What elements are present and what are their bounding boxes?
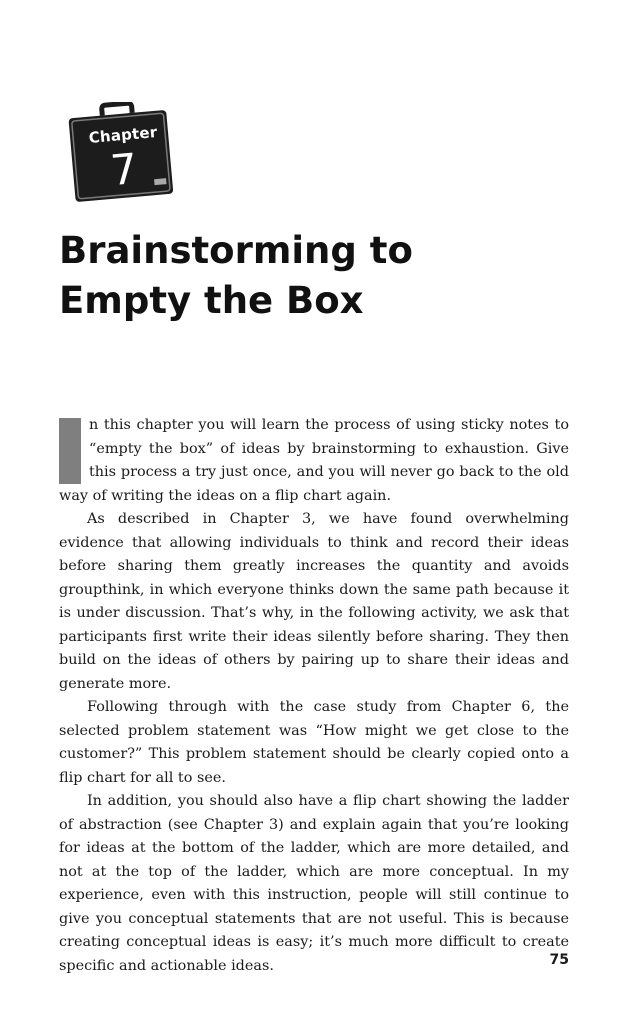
- paragraph-1: [59, 414, 569, 508]
- chapter-title: [59, 226, 579, 326]
- badge-label: Chapter: [87, 123, 158, 147]
- paragraph-2: As described in Chapter 3, we have found overwhelming evidence that allowing individuals to think and record their ideas before sharing them greatly increases the quantity and avoids groupthink, in which everyone thinks down the same path because it is under discussion. That’s why, in the following activity, we ask that participants first write their ideas silently before sharing. They then build on the ideas of others by pairing up to share their ideas and generate more.: [59, 511, 569, 692]
- chapter-title-line-2: Empty the Box: [59, 279, 364, 322]
- paragraph-1-text: n this chapter you will learn the process of using sticky notes to “empty the box” of ideas by brainstorming to exhaustion. Give this process a try just once, and you will never go back to the old way of writing the ideas on a flip chart again.: [59, 417, 569, 504]
- page-number: 75: [549, 952, 569, 968]
- chapter-number: 7: [108, 143, 140, 196]
- paragraph-3: Following through with the case study from Chapter 6, the selected problem statement was “How might we get close to the customer?” This problem statement should be clearly copied onto a flip chart for all to see.: [59, 699, 569, 786]
- paragraph-4: In addition, you should also have a flip chart showing the ladder of abstraction (see Chapter 3) and explain again that you’re looking for ideas at the bottom of the ladder, which are more detailed, and not at the top of the ladder, which are more conceptual. In my experience, even with this instruction, people will still continue to give you conceptual statements that are not useful. This is because creating conceptual ideas is easy; it’s much more difficult to create specific and actionable ideas.: [59, 793, 569, 974]
- chapter-badge: [66, 102, 176, 206]
- body-text: [59, 414, 569, 978]
- chapter-title-line-1: Brainstorming to: [59, 229, 413, 272]
- drop-cap-block: [59, 418, 81, 484]
